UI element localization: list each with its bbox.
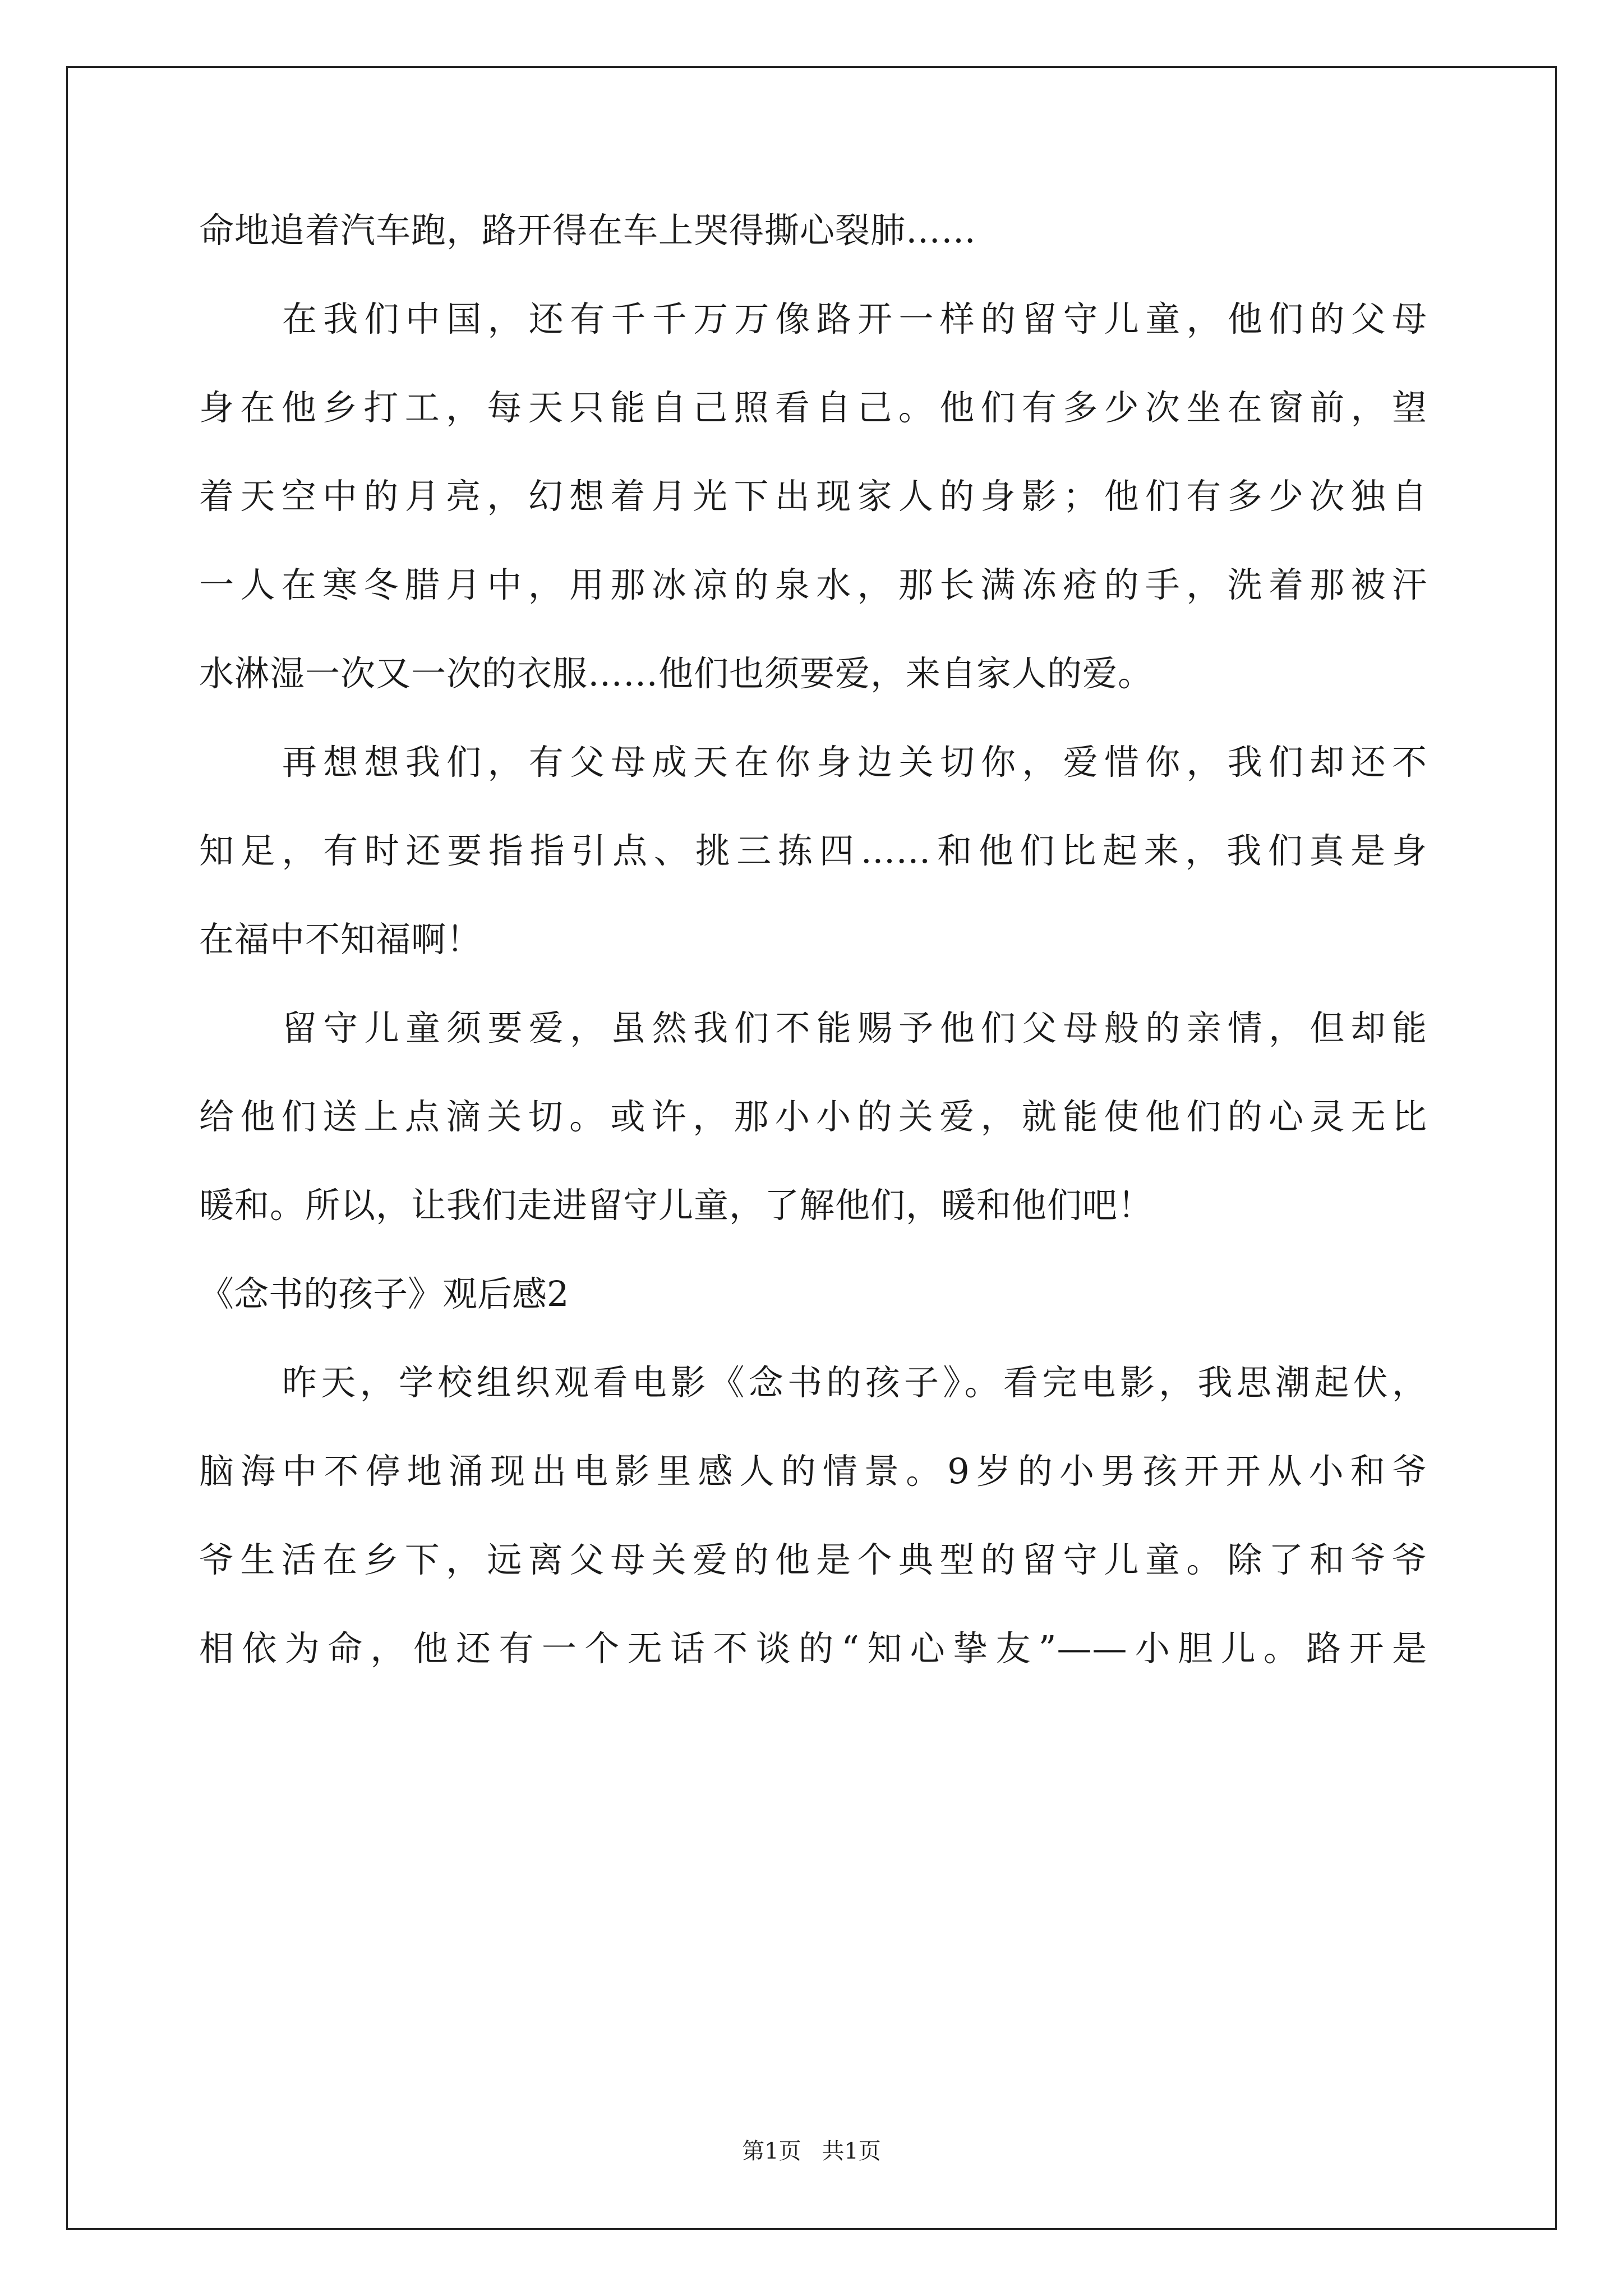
- text-line: 给他们送上点滴关切。或许，那小小的关爱，就能使他们的心灵无比: [199, 1096, 1427, 1137]
- text-line: 暖和。所以，让我们走进留守儿童，了解他们，暖和他们吧！: [199, 1185, 1154, 1226]
- text-line: 着天空中的月亮，幻想着月光下出现家人的身影；他们有多少次独自: [199, 476, 1427, 517]
- text-line: 命地追着汽车跑，路开得在车上哭得撕心裂肺……: [199, 210, 977, 251]
- paragraph-first-line: 再想想我们，有父母成天在你身边关切你，爱惜你，我们却还不: [282, 742, 1427, 783]
- section-title: 《念书的孩子》观后感2: [199, 1273, 569, 1314]
- paragraph-first-line: 在我们中国，还有千千万万像路开一样的留守儿童，他们的父母: [282, 298, 1427, 339]
- page-number: 第1页: [742, 2138, 801, 2164]
- text-line: 知足，有时还要指指引点、挑三拣四……和他们比起来，我们真是身: [199, 830, 1427, 871]
- paragraph-first-line: 昨天，学校组织观看电影《念书的孩子》。看完电影，我思潮起伏，: [282, 1362, 1427, 1403]
- text-line: 爷生活在乡下，远离父母关爱的他是个典型的留守儿童。除了和爷爷: [199, 1539, 1427, 1580]
- text-line: 身在他乡打工，每天只能自己照看自己。他们有多少次坐在窗前，望: [199, 387, 1427, 428]
- document-body: [199, 210, 1427, 1720]
- text-line: 在福中不知福啊！: [199, 919, 482, 960]
- text-line: 一人在寒冬腊月中，用那冰凉的泉水，那长满冻疮的手，洗着那被汗: [199, 564, 1427, 605]
- paragraph-first-line: 留守儿童须要爱，虽然我们不能赐予他们父母般的亲情，但却能: [282, 1007, 1427, 1048]
- text-line: 相依为命，他还有一个无话不谈的“知心挚友”——小胆儿。路开是: [199, 1628, 1427, 1669]
- text-line: 脑海中不停地涌现出电影里感人的情景。9岁的小男孩开开从小和爷: [199, 1451, 1427, 1492]
- text-line: 水淋湿一次又一次的衣服……他们也须要爱，来自家人的爱。: [199, 653, 1154, 694]
- page-total: 共1页: [822, 2138, 881, 2164]
- page-footer: [0, 2140, 1623, 2162]
